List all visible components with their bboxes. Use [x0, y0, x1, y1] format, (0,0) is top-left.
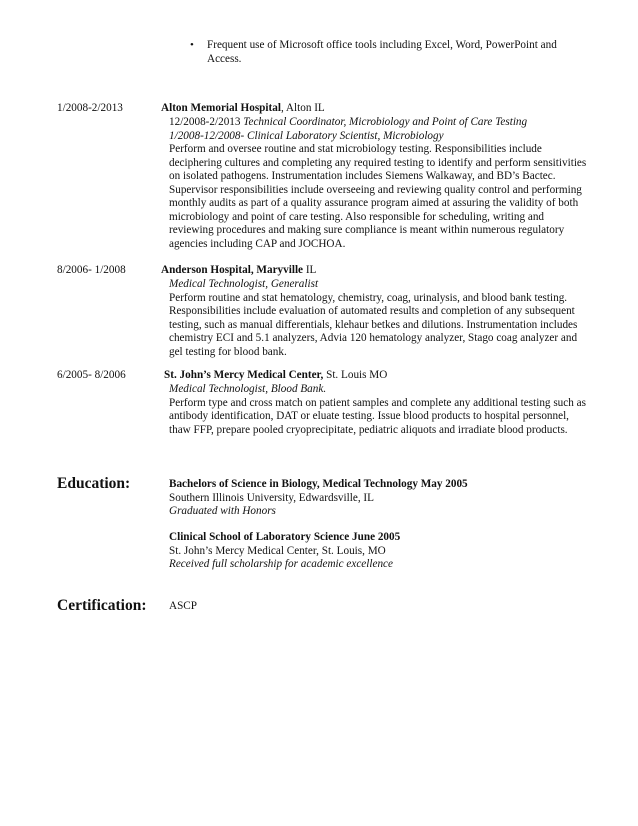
education-heading: Education:: [57, 475, 131, 492]
job-description-line: chemistry ECI and 5.1 analyzers, Advia 120 hematology analyzer, Stago coag analyzer and: [169, 332, 578, 344]
job-title: Technical Coordinator, Microbiology and Point of Care Testing: [243, 116, 528, 128]
education-note: Received full scholarship for academic excellence: [169, 558, 393, 570]
job-title: Medical Technologist, Blood Bank.: [169, 383, 327, 395]
job-details: [169, 383, 586, 437]
job-dates: 8/2006- 1/2008: [57, 264, 126, 276]
job-description-line: gel testing for blood bank.: [169, 345, 287, 358]
job-description-line: thaw FFP, prepare pooled cryoprecipitate, pediatric aliquots and irradiate blood products.: [169, 423, 568, 436]
education-title: Bachelors of Science in Biology, Medical Technology May 2005: [169, 478, 468, 490]
education-title: Clinical School of Laboratory Science June 2005: [169, 531, 401, 543]
job-description-line: agencies including CAP and JOCHOA.: [169, 237, 346, 250]
education-entry: [169, 478, 468, 519]
job-location: , Alton IL: [280, 102, 325, 114]
top-bullet-text: [207, 39, 557, 66]
job-description-line: on isolated pathogens. Instrumentation includes Siemens Walkaway, and BD’s Bactec.: [169, 170, 556, 182]
bullet-symbol: •: [190, 39, 194, 51]
job-details: [169, 278, 577, 359]
job-description-line: antibody identification, DAT or eluate testing. Issue blood products to hospital personnel,: [169, 410, 569, 422]
job-location: IL: [303, 264, 317, 276]
job-employer: Alton Memorial Hospital: [161, 102, 281, 114]
certification-value: ASCP: [169, 600, 197, 612]
job-employer: St. John’s Mercy Medical Center,: [164, 369, 324, 381]
job-description-line: deciphering cultures and completing any required testing to identify and perform sensitivities: [169, 156, 587, 169]
education-institution: Southern Illinois University, Edwardsville, IL: [169, 491, 374, 504]
job-title-line: 1/2008-12/2008- Clinical Laboratory Scientist, Microbiology: [169, 129, 444, 142]
job-header: [164, 369, 387, 383]
job-description-line: monthly audits as part of a quality assurance program aimed at assuring the validity of both: [169, 197, 579, 209]
job-header: [161, 102, 325, 116]
job-location: St. Louis MO: [323, 369, 388, 381]
job-header: [161, 264, 316, 278]
job-title-line: [169, 116, 586, 130]
job-description-line: Responsibilities include evaluation of automated results and completion of any subsequent: [169, 305, 575, 317]
job-description-line: reviewing procedures and making sure compliance is meant within numerous regulatory: [169, 224, 565, 236]
job-details: [169, 116, 586, 251]
job-title: Medical Technologist, Generalist: [169, 278, 319, 290]
job-dates: 1/2008-2/2013: [57, 102, 123, 114]
certification-heading: Certification:: [57, 597, 147, 614]
job-description-line: Perform type and cross match on patient samples and complete any additional testing such as: [169, 396, 586, 409]
job-description-line: testing, such as manual differentials, klehaur betkes and dilutions. Instrumentation includes: [169, 318, 578, 331]
education-entry: [169, 531, 400, 572]
job-description-line: Perform and oversee routine and stat microbiology testing. Responsibilities include: [169, 143, 542, 155]
education-note: Graduated with Honors: [169, 505, 276, 517]
top-bullet-line: Frequent use of Microsoft office tools including Excel, Word, PowerPoint and: [207, 39, 557, 51]
top-bullet-line: Access.: [207, 52, 242, 65]
job-description-line: Perform routine and stat hematology, chemistry, coag, urinalysis, and blood bank testing.: [169, 291, 568, 304]
job-dates: 6/2005- 8/2006: [57, 369, 126, 381]
job-title-dates: 12/2008-2/2013: [169, 116, 244, 128]
education-institution: St. John’s Mercy Medical Center, St. Louis, MO: [169, 544, 386, 557]
job-description-line: microbiology and point of care testing. Also responsible for scheduling, writing and: [169, 210, 545, 223]
job-employer: Anderson Hospital, Maryville: [161, 264, 304, 276]
job-description-line: Supervisor responsibilities include overseeing and reviewing quality control and performing: [169, 183, 582, 196]
